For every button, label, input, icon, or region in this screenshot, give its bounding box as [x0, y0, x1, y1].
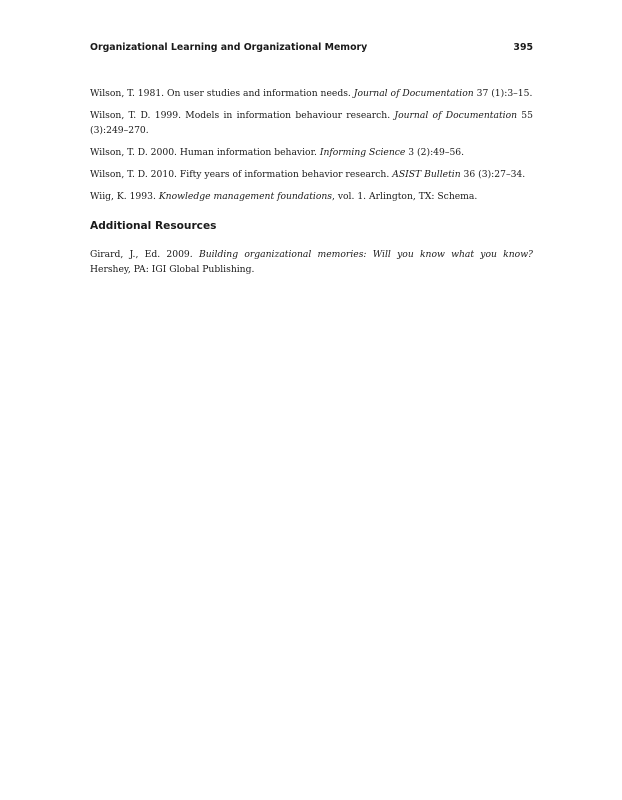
reference-source: Journal of Documentation: [353, 88, 474, 99]
reference-text: Wilson, T. D. 1999. Models in information behaviour research.: [90, 110, 395, 121]
reference-details: 36 (3):27–34.: [460, 169, 526, 180]
page-number: 395: [513, 42, 533, 53]
reference-list: [90, 86, 533, 284]
reference-text: Girard, J., Ed. 2009.: [90, 249, 199, 260]
reference-text: Wilson, T. 1981. On user studies and information needs.: [90, 88, 354, 99]
reference-text: Wilson, T. D. 2000. Human information behavior.: [90, 147, 320, 158]
reference-text: Wilson, T. D. 2010. Fifty years of information behavior research.: [90, 169, 393, 180]
reference-details: 37 (1):3–15.: [473, 88, 533, 99]
reference-entry: [90, 189, 533, 204]
reference-details: 55 (3):249–270.: [90, 110, 533, 136]
reference-entry: [90, 108, 533, 138]
reference-source: Informing Science: [319, 147, 406, 158]
running-title: Organizational Learning and Organizational Memory: [90, 42, 368, 53]
reference-source: Building organizational memories: Will you know what you know?: [198, 249, 533, 260]
reference-source: Journal of Documentation: [394, 110, 518, 121]
reference-details: , vol. 1. Arlington, TX: Schema.: [331, 191, 478, 202]
running-header: [90, 42, 533, 53]
reference-source: Knowledge management foundations: [158, 191, 332, 202]
reference-details: Hershey, PA: IGI Global Publishing.: [90, 264, 255, 275]
reference-text: Wiig, K. 1993.: [90, 191, 159, 202]
section-heading-additional-resources: Additional Resources: [90, 220, 217, 232]
reference-entry: [90, 145, 533, 160]
reference-source: ASIST Bulletin: [392, 169, 461, 180]
reference-entry: [90, 86, 533, 101]
reference-details: 3 (2):49–56.: [405, 147, 465, 158]
additional-reference-entry: [90, 247, 533, 277]
reference-entry: [90, 167, 533, 182]
